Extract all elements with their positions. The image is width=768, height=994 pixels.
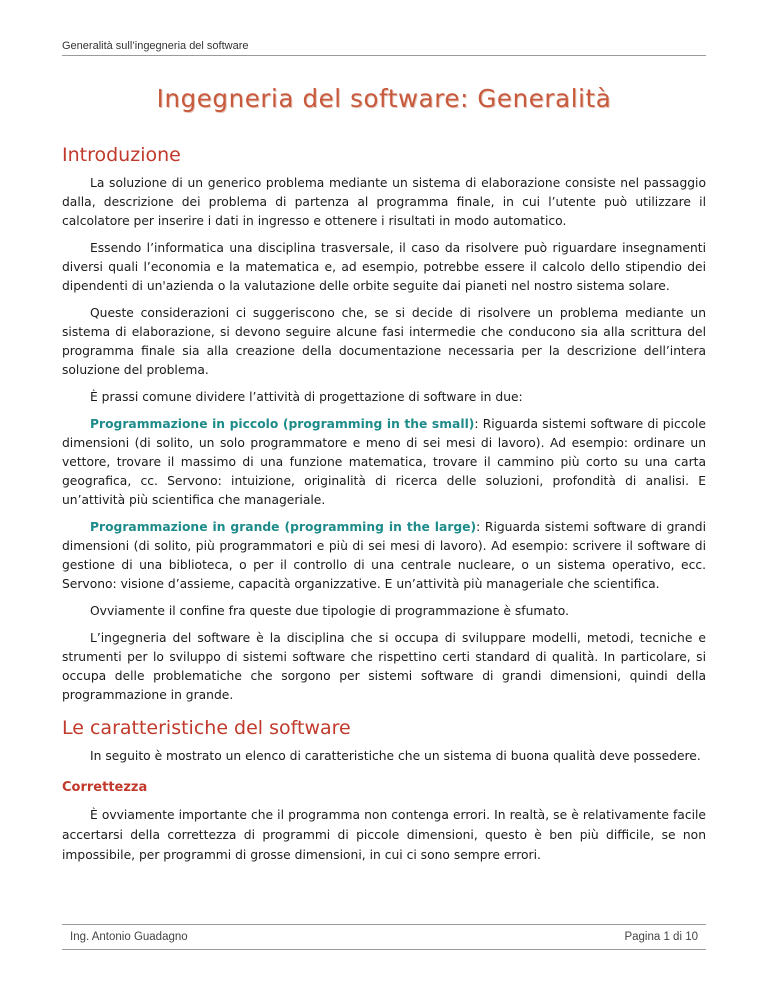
paragraph: È ovviamente importante che il programma non contenga errori. In realtà, se è relativamente facile accertarsi della correttezza di programmi di piccole dimensioni, questo è ben più difficile, se non impossibile, per programmi di grosse dimensioni, in cui ci sono sempre errori. — [62, 808, 706, 862]
paragraph: Ovviamente il confine fra queste due tipologie di programmazione è sfumato. — [90, 604, 569, 618]
page-header — [62, 40, 706, 56]
paragraph: Queste considerazioni ci suggeriscono che, se si decide di risolvere un problema mediante un sistema di elaborazione, si devono seguire alcune fasi intermedie che conducono sia alla scrittura del programma finale sia alla creazione della documentazione necessaria per la descrizione dell’intera soluzione del problema. — [62, 306, 706, 377]
paragraph: In seguito è mostrato un elenco di caratteristiche che un sistema di buona qualità deve possedere. — [90, 749, 701, 763]
paragraph: L’ingegneria del software è la disciplina che si occupa di sviluppare modelli, metodi, tecniche e strumenti per lo sviluppo di sistemi software che rispettino certi standard di qualità. In particolare, si occupa delle problematiche che sorgono per sistemi software di grandi dimensioni, quindi della programmazione in grande. — [62, 631, 706, 702]
small-programming-text: : Riguarda sistemi software di piccole dimensioni (di solito, un solo programmatore e meno di sei mesi di lavoro). Ad esempio: ordinare un vettore, trovare il massimo di una funzione matematica, trovare il cammino più corto su una carta geografica, cc. Servono: intuizione, originalità di ricerca delle soluzioni, profondità di analisi. E un’attività più scientifica che manageriale. — [62, 417, 706, 507]
term-large-programming: Programmazione in grande (programming in the large) — [90, 520, 477, 534]
term-small-programming: Programmazione in piccolo (programming in the small) — [90, 417, 475, 431]
large-programming-text: : Riguarda sistemi software di grandi dimensioni (di solito, più programmatori e più di sei mesi di lavoro). Ad esempio: scrivere il software di gestione di una biblioteca, o per il controllo di una centrale nucleare, o un sistema operativo, ecc. Servono: visione d’assieme, capacità organizzative. E un’attività più manageriale che scientifica. — [62, 520, 707, 591]
heading-caratteristiche: Le caratteristiche del software — [62, 717, 351, 739]
paragraph: La soluzione di un generico problema mediante un sistema di elaborazione consiste nel passaggio dalla, descrizione dei problema di partenza al programma finale, in cui l’utente può utilizzare il calcolatore per inserire i dati in ingresso e ottenere i risultati in modo automatico. — [62, 176, 706, 228]
page-footer — [62, 924, 706, 950]
footer-page-number: Pagina 1 di 10 — [624, 931, 698, 943]
heading-correttezza: Correttezza — [62, 780, 148, 795]
paragraph: Essendo l’informatica una disciplina trasversale, il caso da risolvere può riguardare insegnamenti diversi quali l’economia e la matematica e, ad esempio, potrebbe essere il calcolo dello stipendio dei dipendenti di un'azienda o la valutazione delle orbite seguite dai pianeti nel nostro sistema solare. — [62, 241, 706, 293]
document-body — [62, 144, 706, 873]
header-text: Generalità sull’ingegneria del software — [62, 40, 249, 52]
document-title: Ingegneria del software: Generalità — [156, 84, 612, 113]
paragraph-small-programming — [62, 415, 706, 510]
footer-author: Ing. Antonio Guadagno — [70, 931, 188, 943]
paragraph-large-programming — [62, 518, 706, 594]
heading-introduzione: Introduzione — [62, 144, 181, 166]
paragraph: È prassi comune dividere l’attività di progettazione di software in due: — [90, 390, 523, 404]
